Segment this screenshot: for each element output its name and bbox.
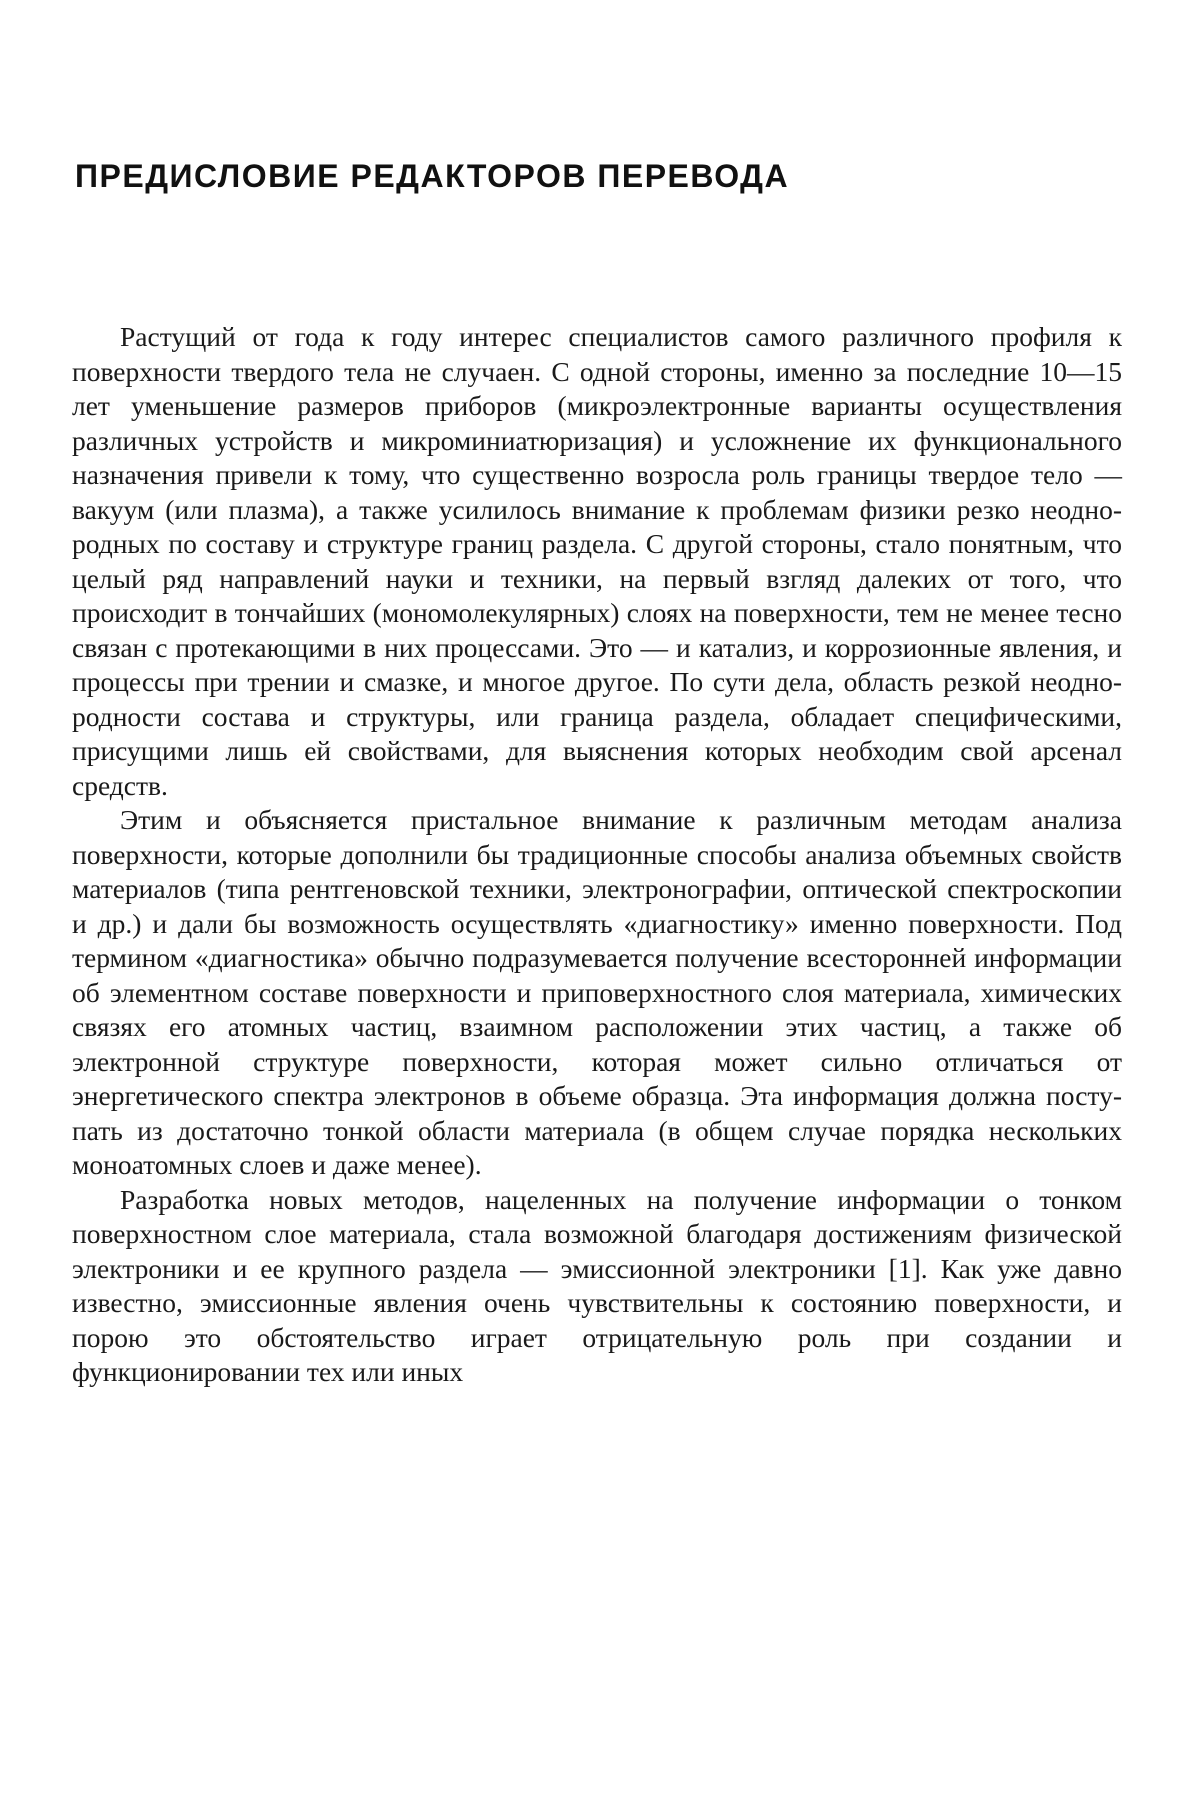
page-heading: ПРЕДИСЛОВИЕ РЕДАКТОРОВ ПЕРЕВОДА <box>75 158 790 194</box>
paragraph-2: Этим и объясняется пристальное внимание к различным методам анализа поверхности, которые дополнили бы традиционные способы анализа объемных свойств материалов (типа рентгеновской техники, электронографии, оптической спектроскопии и др.) и дали бы возможность осуществлять «диагностику» именно поверхности. Под термином «диагностика» обычно подразумевается получение всесторонней информации об элементном составе поверхности и приповерхностного слоя материала, химических связях его атомных частиц, взаимном расположении этих частиц, а также об электронной структуре поверхности, которая может сильно отличаться от энергетического спектра электронов в объеме образца. Эта информация должна поступать из достаточно тонкой области материала (в общем случае порядка нескольких моноатомных слоев и даже менее). <box>72 804 1122 1180</box>
body-text <box>72 320 1122 1390</box>
paragraph-3: Разработка новых методов, нацеленных на получение информации о тонком поверхностном слое материала, стала возможной благодаря достижениям физической электроники и ее крупного раздела — эмиссионной электроники [1]. Как уже давно известно, эмиссионные явления очень чувствительны к состоянию поверхности, и порою это обстоятельство играет отрицательную роль при создании и функционировании тех или иных <box>72 1183 1122 1387</box>
paragraph-1: Растущий от года к году интерес специалистов самого различного профиля к поверхности твердого тела не случаен. С одной стороны, именно за последние 10—15 лет уменьшение размеров приборов (микроэлектронные варианты осуществления различных устройств и микроминиатюризация) и усложнение их функционального назначения привели к тому, что существенно возросла роль границы твердое тело — вакуум (или плазма), а также усилилось внимание к проблемам физики резко неоднородных по составу и структуре границ раздела. С другой стороны, стало понятным, что целый ряд направлений науки и техники, на первый взгляд далеких от того, что происходит в тончайших (мономолекулярных) слоях на поверхности, тем не менее тесно связан с протекающими в них процессами. Это — и катализ, и коррозионные явления, и процессы при трении и смазке, и многое другое. По сути дела, область резкой неоднородности состава и структуры, или граница раздела, обладает специфическими, присущими лишь ей свойствами, для выяснения которых необходим свой арсенал средств. <box>72 321 1122 801</box>
